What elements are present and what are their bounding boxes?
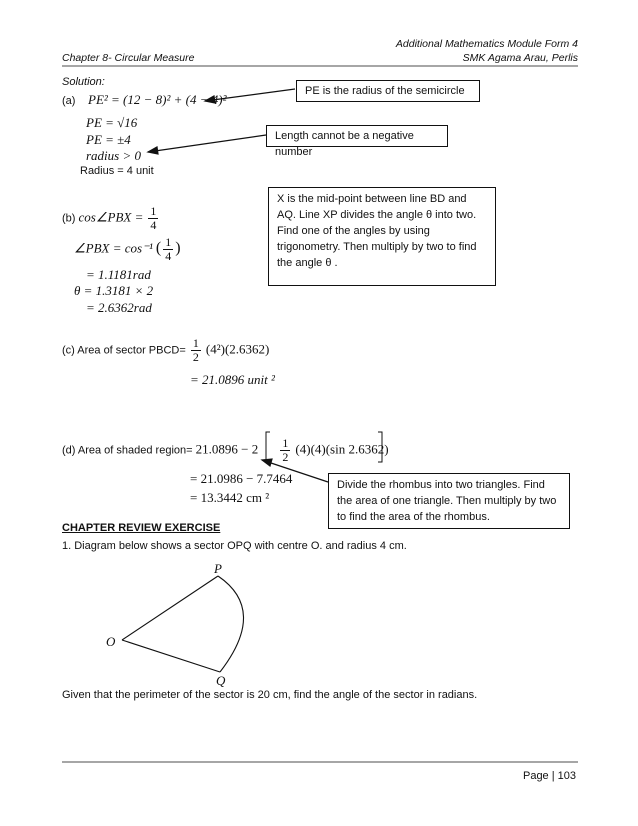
part-a-line2: PE = √16 — [86, 115, 138, 130]
fraction-denominator: 2 — [282, 450, 289, 464]
part-a-line5: Radius = 4 unit — [80, 165, 154, 177]
part-a-line4: radius > 0 — [86, 148, 142, 163]
part-b-line2: ∠PBX = cos⁻¹ ( $\frac{1}{4}$ ) — [74, 235, 181, 263]
part-b-line5: = 2.6362rad — [86, 300, 152, 315]
part-d-line3: = 13.3442 cm ² — [190, 490, 270, 505]
fraction-numerator: 1 — [282, 436, 289, 450]
fraction-numerator: 1 — [192, 336, 199, 350]
fraction-numerator: 1 — [165, 235, 172, 249]
fraction-numerator: 1 — [150, 204, 157, 218]
part-c-label: (c) Area of sector PBCD= — [62, 344, 186, 357]
sector-opq-diagram — [122, 576, 244, 672]
page-number: Page | 103 — [522, 770, 576, 782]
part-d-lead: 21.0896 − 2 — [195, 441, 259, 457]
exercise-heading: CHAPTER REVIEW EXERCISE — [62, 522, 221, 534]
fraction-denominator: 4 — [165, 249, 172, 263]
part-d-line2: = 21.0986 − 7.7464 — [190, 471, 293, 486]
fraction-denominator: 4 — [150, 218, 157, 232]
vertex-label-o: O — [106, 634, 116, 649]
vertex-label-q: Q — [216, 673, 226, 688]
arc-pq — [218, 576, 244, 672]
part-d-expression: (4)(4)(sin 2.6362) — [295, 441, 389, 457]
fraction-denominator: 2 — [192, 350, 199, 364]
vertex-label-p: P — [214, 561, 222, 576]
header-school: SMK Agama Arau, Perlis — [462, 52, 578, 64]
part-a-label: (a) — [62, 95, 76, 107]
part-a-line1: PE² = (12 − 8)² + (4 − 4)² — [88, 92, 227, 107]
arrow-note2 — [148, 135, 266, 152]
part-b-line1-fraction — [148, 205, 158, 232]
part-b-line2-fraction — [163, 236, 173, 263]
arrowhead-note2 — [148, 147, 158, 154]
part-b-label — [62, 205, 160, 232]
note-midpoint-angle: X is the mid-point between line BD and AQ. Line XP divides the angle θ into two. Find one of the angles by using trigonometry. Then multiply by two to find the angle θ . — [268, 187, 496, 286]
part-a-line3: PE = ±4 — [86, 132, 131, 147]
part-b-line2-lhs: ∠PBX = cos⁻¹ — [74, 240, 153, 256]
header-module-title: Additional Mathematics Module Form 4 — [395, 38, 578, 50]
part-c-line1 — [62, 337, 269, 364]
exercise-q1: 1. Diagram below shows a sector OPQ with centre O. and radius 4 cm. — [62, 540, 407, 552]
solution-label: Solution: — [62, 76, 105, 88]
note-rhombus: Divide the rhombus into two triangles. Find the area of one triangle. Then multiply by two to find the area of the rhombus. — [328, 473, 570, 529]
note-length-positive: Length cannot be a negative number — [266, 125, 448, 147]
part-b-line4: θ = 1.3181 × 2 — [74, 283, 154, 298]
part-c-line2: = 21.0896 unit ² — [190, 372, 275, 387]
part-b-label-text: (b) — [62, 212, 76, 225]
part-b-line3: = 1.1181rad — [86, 267, 151, 282]
exercise-question: Given that the perimeter of the sector is 20 cm, find the angle of the sector in radians. — [62, 689, 478, 701]
radius-oq — [122, 640, 220, 672]
part-d-line1 — [62, 437, 389, 464]
part-c-expression: (4²)(2.6362) — [205, 341, 270, 357]
part-d-fraction — [280, 437, 290, 464]
part-d-label: (d) Area of shaded region= — [62, 444, 193, 457]
radius-op — [122, 576, 218, 640]
part-c-fraction — [191, 337, 201, 364]
header-chapter: Chapter 8- Circular Measure — [62, 52, 195, 64]
part-b-line1-lhs: cos∠PBX = — [78, 209, 144, 225]
note-radius-semicircle: PE is the radius of the semicircle — [296, 80, 480, 102]
